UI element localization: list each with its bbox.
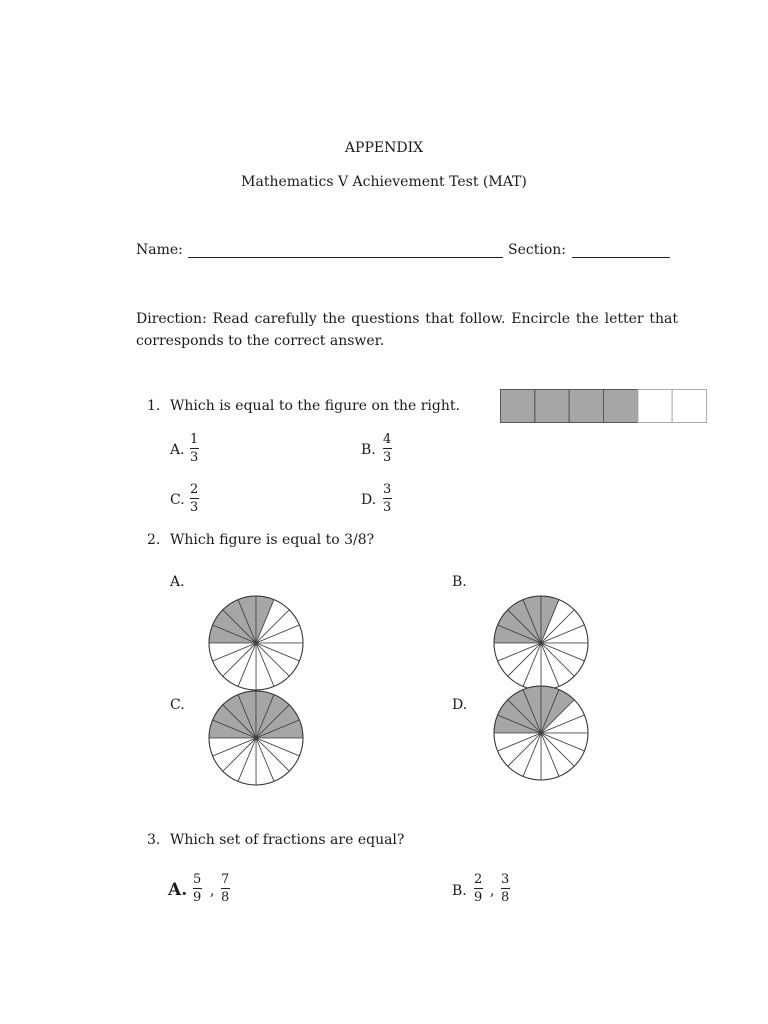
- q2-option-c-circle-figure: [207, 689, 305, 787]
- q3-option-b-f1-numerator: 2: [474, 872, 483, 887]
- q3-option-b-f2-numerator: 3: [501, 872, 510, 887]
- q3-option-b-letter[interactable]: B.: [452, 883, 467, 899]
- q1-bar-part-2-shaded: [535, 390, 569, 423]
- q3-option-a-f1-denominator: 9: [193, 890, 202, 905]
- q3-option-b-fraction-2: [500, 873, 510, 905]
- q3-option-a-fraction-2: [220, 873, 230, 905]
- q2-option-d-letter[interactable]: D.: [452, 697, 468, 713]
- q2-option-d-circle-figure: [492, 684, 590, 782]
- q3-text: Which set of fractions are equal?: [170, 832, 405, 848]
- q2-number: 2.: [147, 532, 161, 548]
- q1-bar-part-3-shaded: [569, 390, 603, 423]
- q1-option-d-denominator: 3: [383, 500, 392, 515]
- name-field[interactable]: [188, 257, 503, 258]
- q1-option-a-fraction: [189, 433, 199, 465]
- q3-option-b-fraction-1: [473, 873, 483, 905]
- test-title: Mathematics V Achievement Test (MAT): [241, 174, 527, 190]
- q1-option-c-letter[interactable]: C.: [170, 492, 185, 508]
- appendix-heading: APPENDIX: [344, 140, 424, 156]
- q1-bar-part-4-shaded: [604, 390, 638, 423]
- q3-option-b-separator: ,: [490, 883, 495, 899]
- q1-option-c-fraction: [189, 483, 199, 515]
- q1-option-d-fraction: [382, 483, 392, 515]
- q1-option-a-letter[interactable]: A.: [170, 442, 185, 458]
- section-label: Section:: [508, 242, 566, 258]
- q1-option-b-letter[interactable]: B.: [361, 442, 376, 458]
- q2-option-a-letter[interactable]: A.: [170, 574, 185, 590]
- q2-option-b-letter[interactable]: B.: [452, 574, 467, 590]
- q2-text: Which figure is equal to 3/8?: [170, 532, 375, 548]
- q2-option-b-circle-figure: [492, 594, 590, 692]
- q1-option-a-numerator: 1: [190, 432, 199, 447]
- name-label: Name:: [136, 242, 183, 258]
- q3-number: 3.: [147, 832, 161, 848]
- q3-option-b-f1-denominator: 9: [474, 890, 483, 905]
- q1-number: 1.: [147, 398, 161, 414]
- q3-option-a-letter[interactable]: A.: [168, 880, 188, 900]
- q1-text: Which is equal to the figure on the right.: [170, 398, 460, 414]
- q3-option-b-f2-denominator: 8: [501, 890, 510, 905]
- q1-option-a-denominator: 3: [190, 450, 199, 465]
- q3-option-a-separator: ,: [210, 883, 215, 899]
- q3-option-a-f2-denominator: 8: [221, 890, 230, 905]
- q3-option-a-fraction-1: [192, 873, 202, 905]
- direction-text: Direction: Read carefully the questions that follow. Encircle the letter that corresponds to the correct answer.: [136, 311, 678, 349]
- q1-option-c-denominator: 3: [190, 500, 199, 515]
- q1-option-b-denominator: 3: [383, 450, 392, 465]
- q1-option-d-numerator: 3: [383, 482, 392, 497]
- q3-option-a-f1-numerator: 5: [193, 872, 202, 887]
- q3-option-a-f2-numerator: 7: [221, 872, 230, 887]
- q1-bar-part-5-unshaded: [638, 390, 672, 423]
- q2-option-c-letter[interactable]: C.: [170, 697, 185, 713]
- q1-fraction-bar-figure: [500, 389, 707, 423]
- q1-option-d-letter[interactable]: D.: [361, 492, 377, 508]
- q1-option-b-fraction: [382, 433, 392, 465]
- q1-bar-part-6-unshaded: [672, 390, 706, 423]
- q1-option-b-numerator: 4: [383, 432, 392, 447]
- q2-option-a-circle-figure: [207, 594, 305, 692]
- q1-option-c-numerator: 2: [190, 482, 199, 497]
- section-field[interactable]: [572, 257, 670, 258]
- q1-bar-part-1-shaded: [501, 390, 535, 423]
